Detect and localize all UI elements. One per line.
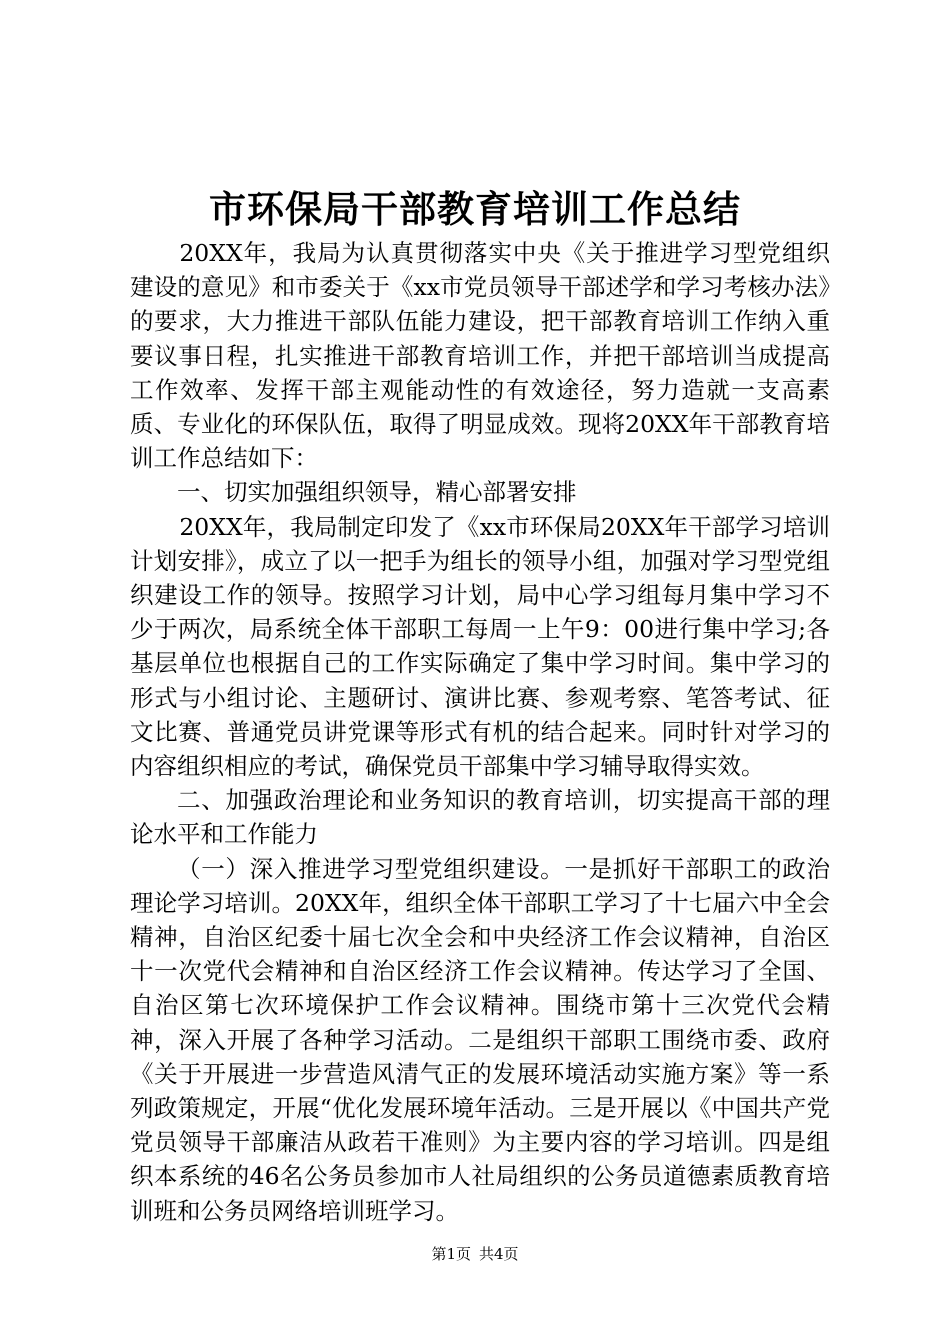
- page-total: 共4页: [479, 1245, 519, 1263]
- paragraph-subsection-1: （一）深入推进学习型党组织建设。一是抓好干部职工的政治理论学习培训。20XX年，组织全体干部职工学习了十七届六中全会精神，自治区纪委十届七次全会和中央经济工作会议精神，自治区十一次党代会精神和自治区经济工作会议精神。传达学习了全国、自治区第七次环境保护工作会议精神。围绕市第十三次党代会精神，深入开展了各种学习活动。二是组织干部职工围绕市委、政府《关于开展进一步营造风清气正的发展环境活动实施方案》等一系列政策规定，开展“优化发展环境年活动。三是开展以《中国共产党党员领导干部廉洁从政若干准则》为主要内容的学习培训。四是组织本系统的46名公务员参加市人社局组织的公务员道德素质教育培训班和公务员网络培训班学习。: [130, 854, 830, 1225]
- document-title: 市环保局干部教育培训工作总结: [209, 187, 741, 231]
- page-number: 第1页: [431, 1245, 471, 1263]
- page-footer: [0, 1244, 950, 1264]
- section-heading-1: 一、切实加强组织领导，精心部署安排: [177, 478, 577, 507]
- document-body: [130, 236, 830, 1228]
- paragraph-intro: 20XX年，我局为认真贯彻落实中央《关于推进学习型党组织建设的意见》和市委关于《xx市党员领导干部述学和学习考核办法》的要求，大力推进干部队伍能力建设，把干部教育培训工作纳入重要议事日程，扎实推进干部教育培训工作，并把干部培训当成提高工作效率、发挥干部主观能动性的有效途径，努力造就一支高素质、专业化的环保队伍，取得了明显成效。现将20XX年干部教育培训工作总结如下：: [130, 239, 830, 473]
- section-heading-2: 二、加强政治理论和业务知识的教育培训，切实提高干部的理论水平和工作能力: [130, 786, 830, 849]
- paragraph-section-1: 20XX年，我局制定印发了《xx市环保局20XX年干部学习培训计划安排》，成立了以一把手为组长的领导小组，加强对学习型党组织建设工作的领导。按照学习计划，局中心学习组每月集中学习不少于两次，局系统全体干部职工每周一上午9：00进行集中学习;各基层单位也根据自己的工作实际确定了集中学习时间。集中学习的形式与小组讨论、主题研讨、演讲比赛、参观考察、笔答考试、征文比赛、普通党员讲党课等形式有机的结合起来。同时针对学习的内容组织相应的考试，确保党员干部集中学习辅导取得实效。: [130, 512, 830, 781]
